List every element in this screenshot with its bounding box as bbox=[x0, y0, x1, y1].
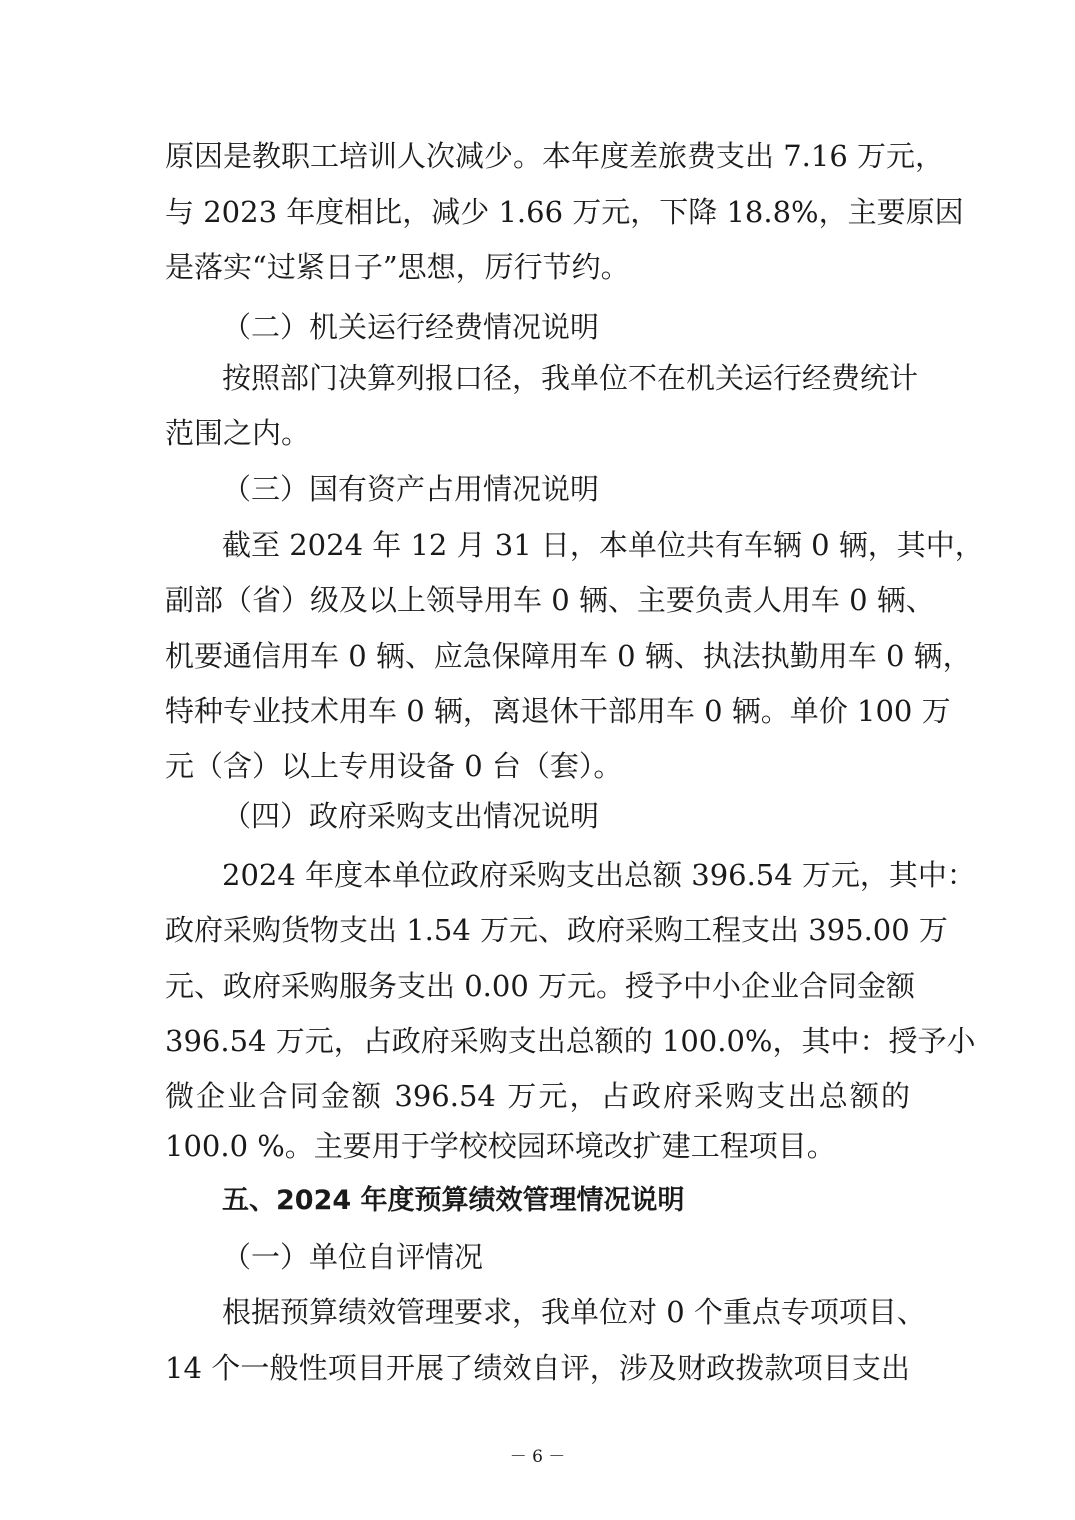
section-heading: （一）单位自评情况 bbox=[222, 1240, 484, 1274]
paragraph-line: 政府采购货物支出 1.54 万元、政府采购工程支出 395.00 万 bbox=[165, 913, 948, 947]
page-number: － 6 － bbox=[509, 1447, 566, 1467]
section-heading: （三）国有资产占用情况说明 bbox=[222, 472, 600, 506]
paragraph-line: 特种专业技术用车 0 辆，离退休干部用车 0 辆。单价 100 万 bbox=[165, 694, 951, 728]
paragraph-line: 范围之内。 bbox=[165, 416, 311, 450]
paragraph-line: 微企业合同金额 396.54 万元，占政府采购支出总额的 bbox=[165, 1079, 910, 1113]
paragraph-line: 原因是教职工培训人次减少。本年度差旅费支出 7.16 万元， bbox=[165, 139, 945, 173]
paragraph-line: 副部（省）级及以上领导用车 0 辆、主要负责人用车 0 辆、 bbox=[165, 583, 935, 617]
paragraph-line: 14 个一般性项目开展了绩效自评，涉及财政拨款项目支出 bbox=[165, 1351, 910, 1385]
chapter-heading: 五、2024 年度预算绩效管理情况说明 bbox=[222, 1185, 685, 1216]
paragraph-line: 按照部门决算列报口径，我单位不在机关运行经费统计 bbox=[222, 361, 919, 395]
section-heading: （四）政府采购支出情况说明 bbox=[222, 799, 600, 833]
paragraph-line: 根据预算绩效管理要求，我单位对 0 个重点专项项目、 bbox=[222, 1295, 926, 1329]
paragraph-line: 396.54 万元，占政府采购支出总额的 100.0%，其中：授予小 bbox=[165, 1024, 976, 1058]
paragraph-line: 机要通信用车 0 辆、应急保障用车 0 辆、执法执勤用车 0 辆， bbox=[165, 639, 972, 673]
paragraph-line: 元（含）以上专用设备 0 台（套）。 bbox=[165, 749, 623, 783]
paragraph-line: 2024 年度本单位政府采购支出总额 396.54 万元，其中： bbox=[222, 858, 976, 892]
section-heading: （二）机关运行经费情况说明 bbox=[222, 310, 600, 344]
paragraph-line: 截至 2024 年 12 月 31 日，本单位共有车辆 0 辆，其中， bbox=[222, 528, 984, 562]
paragraph-line: 元、政府采购服务支出 0.00 万元。授予中小企业合同金额 bbox=[165, 969, 916, 1003]
paragraph-line: 与 2023 年度相比，减少 1.66 万元，下降 18.8%，主要原因 bbox=[165, 195, 964, 229]
paragraph-line: 100.0 %。主要用于学校校园环境改扩建工程项目。 bbox=[165, 1129, 836, 1163]
paragraph-line: 是落实“过紧日子”思想，厉行节约。 bbox=[165, 250, 630, 284]
